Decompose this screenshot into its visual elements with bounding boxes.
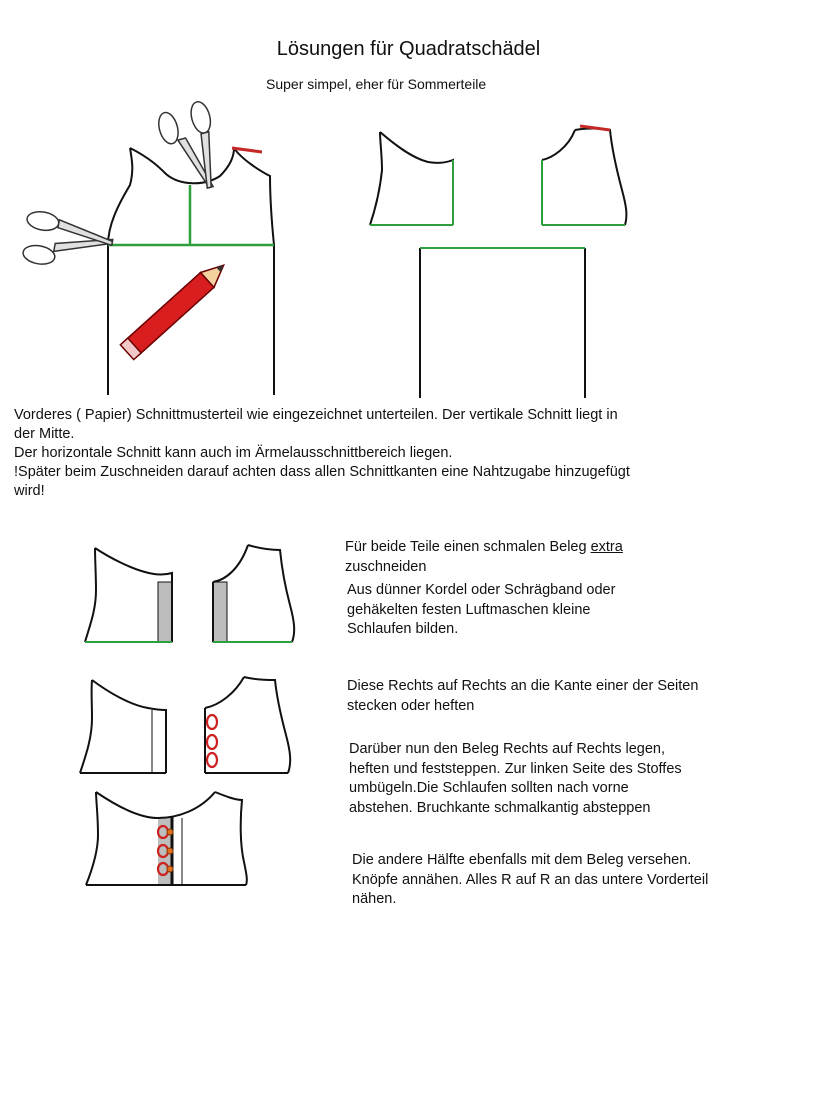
intro-line: der Mitte. xyxy=(14,426,75,442)
step4-line: umbügeln.Die Schlaufen sollten nach vorne xyxy=(349,780,629,796)
step3-text xyxy=(347,677,698,716)
left-upper-piece xyxy=(370,132,453,225)
step5-line: nähen. xyxy=(352,891,397,907)
step3-line: stecken oder heften xyxy=(347,697,475,714)
cut-lines xyxy=(108,185,274,245)
intro-paragraph xyxy=(14,406,774,501)
step3-left-piece xyxy=(80,680,166,773)
step2-line: Schlaufen bilden. xyxy=(347,621,459,637)
lower-piece xyxy=(420,248,585,398)
step4-line: heften und feststeppen. Zur linken Seite des Stoffes xyxy=(349,760,682,777)
step5-text xyxy=(352,851,708,910)
step5-line: Die andere Hälfte ebenfalls mit dem Beleg versehen. xyxy=(352,852,692,868)
step1-line: zuschneiden xyxy=(345,558,427,575)
step4-line: Darüber nun den Beleg Rechts auf Rechts legen, xyxy=(349,741,665,757)
step1-text xyxy=(345,538,623,577)
step1-emphasis: extra xyxy=(590,539,623,555)
page-subtitle: Super simpel, eher für Sommerteile xyxy=(266,76,487,92)
page-title: Lösungen für Quadratschädel xyxy=(276,38,541,60)
step1-left-piece xyxy=(85,548,172,642)
step2-text xyxy=(347,581,615,640)
step1-right-piece xyxy=(213,545,294,642)
step5-assembled-bodice xyxy=(86,792,247,885)
loops-icon xyxy=(207,715,217,767)
pencil-icon xyxy=(120,258,230,360)
step3-line: Diese Rechts auf Rechts an die Kante einer der Seiten xyxy=(347,678,699,694)
step4-line: abstehen. Bruchkante schmalkantig absteppen xyxy=(349,799,651,816)
step2-line: Aus dünner Kordel oder Schrägband oder xyxy=(347,582,616,598)
scissors-icon xyxy=(20,209,116,275)
step4-text xyxy=(349,740,682,818)
right-upper-piece xyxy=(542,126,626,225)
step5-line: Knöpfe annähen. Alles R auf R an das untere Vorderteil xyxy=(352,871,709,888)
intro-line: Der horizontale Schnitt kann auch im Ärmelausschnittbereich liegen. xyxy=(14,445,453,461)
step2-line: gehäkelten festen Luftmaschen kleine xyxy=(347,601,591,618)
step1-prefix: Für beide Teile einen schmalen Beleg xyxy=(345,539,591,555)
intro-line: !Später beim Zuschneiden darauf achten dass allen Schnittkanten eine Nahtzugabe hinzugefügt xyxy=(14,464,630,480)
scissors-icon xyxy=(155,100,227,197)
intro-line: wird! xyxy=(14,483,45,499)
intro-line: Vorderes ( Papier) Schnittmusterteil wie eingezeichnet unterteilen. Der vertikale Schnitt liegt in xyxy=(14,407,618,423)
